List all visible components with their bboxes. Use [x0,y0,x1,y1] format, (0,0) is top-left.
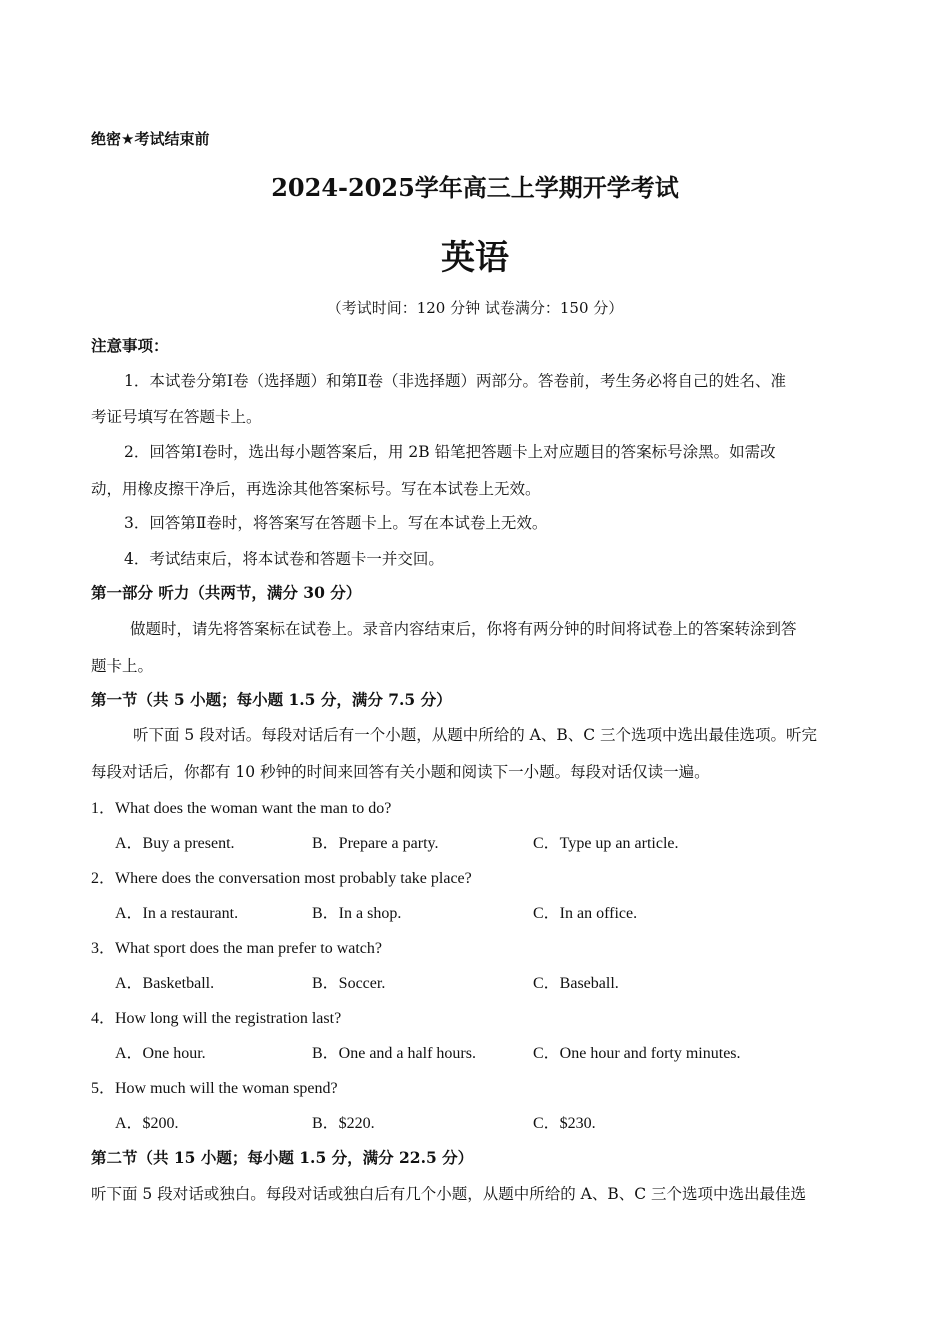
section1-heading: 第一节（共 5 小题；每小题 1.5 分，满分 7.5 分） [91,690,452,709]
note-2-line1: 2．回答第Ⅰ卷时，选出每小题答案后，用 2B 铅笔把答题卡上对应题目的答案标号涂黑。如需改 [124,443,776,461]
note-2-line2: 动，用橡皮擦干净后，再选涂其他答案标号。写在本试卷上无效。 [91,480,541,498]
notes-heading: 注意事项： [91,336,169,355]
question-5-option-c: C．$230. [533,1115,596,1132]
question-4-option-a: A．One hour. [115,1045,206,1062]
question-2-option-a: A．In a restaurant. [115,905,239,922]
note-1-line1: 1．本试卷分第Ⅰ卷（选择题）和第Ⅱ卷（非选择题）两部分。答卷前，考生务必将自己的姓名、准 [124,372,787,390]
question-2-option-c: C．In an office. [533,905,638,922]
question-2-option-b: B．In a shop. [312,905,402,922]
question-3-option-b: B．Soccer. [312,975,386,992]
note-1-line2: 考证号填写在答题卡上。 [91,408,262,426]
exam-title: 2024-2025学年高三上学期开学考试 [271,173,679,202]
section2-intro-line1: 听下面 5 段对话或独白。每段对话或独白后有几个小题，从题中所给的 A、B、C 三个选项中选出最佳选 [91,1185,807,1203]
note-4: 4．考试结束后，将本试卷和答题卡一并交回。 [124,550,444,568]
note-3: 3．回答第Ⅱ卷时，将答案写在答题卡上。写在本试卷上无效。 [124,514,548,532]
question-1-option-b: B．Prepare a party. [312,835,439,852]
exam-info: （考试时间：120 分钟 试卷满分：150 分） [326,299,624,317]
question-4: 4．How long will the registration last? [91,1010,342,1027]
question-5-option-a: A．$200. [115,1115,179,1132]
question-1-option-a: A．Buy a present. [115,835,235,852]
question-5-option-b: B．$220. [312,1115,375,1132]
part1-intro-line2: 题卡上。 [91,657,154,675]
subject-title: 英语 [441,238,509,278]
question-5: 5．How much will the woman spend? [91,1080,338,1097]
question-4-option-c: C．One hour and forty minutes. [533,1045,741,1062]
part1-heading: 第一部分 听力（共两节，满分 30 分） [91,583,362,602]
question-3: 3．What sport does the man prefer to watch? [91,940,383,957]
section2-heading: 第二节（共 15 小题；每小题 1.5 分，满分 22.5 分） [91,1148,474,1167]
question-1: 1．What does the woman want the man to do? [91,800,392,817]
question-4-option-b: B．One and a half hours. [312,1045,476,1062]
part1-intro-line1: 做题时，请先将答案标在试卷上。录音内容结束后，你将有两分钟的时间将试卷上的答案转涂到答 [130,620,797,638]
question-2: 2．Where does the conversation most probably take place? [91,870,472,887]
question-3-option-c: C．Baseball. [533,975,619,992]
section1-intro-line1: 听下面 5 段对话。每段对话后有一个小题，从题中所给的 A、B、C 三个选项中选出最佳选项。听完 [133,726,818,744]
secret-label: 绝密★考试结束前 [91,130,210,148]
section1-intro-line2: 每段对话后，你都有 10 秒钟的时间来回答有关小题和阅读下一小题。每段对话仅读一遍。 [91,763,710,781]
question-3-option-a: A．Basketball. [115,975,215,992]
question-1-option-c: C．Type up an article. [533,835,679,852]
